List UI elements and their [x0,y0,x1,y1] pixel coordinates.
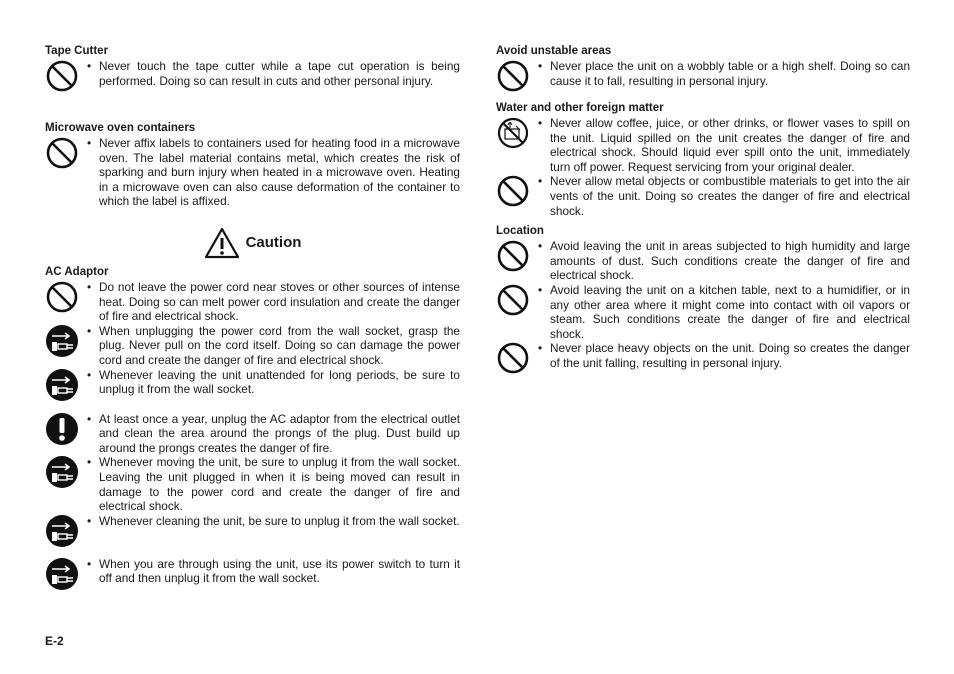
prohibition-icon [496,59,530,93]
warning-text: • Never allow coffee, juice, or other drinks, or flower vases to spill on the unit. Liquid spilled on the unit creates the danger of fire and electrical shock. Should liquid ever spill onto the unit, immediately turn off power. Request servicing from your original dealer. [550,116,910,174]
warning-item [496,341,910,370]
section-heading-water: Water and other foreign matter [496,102,664,114]
warning-item [45,514,460,557]
warning-text: • Do not leave the power cord near stoves or other sources of intense heat. Doing so can melt power cord insulation and create the danger of fire and electrical shock. [99,280,460,324]
warning-text: • When you are through using the unit, use its power switch to turn it off and then unplug it from the wall socket. [99,557,460,586]
warning-item [496,283,910,341]
prohibition-icon [45,280,79,314]
warning-item [45,59,460,101]
warning-item [496,174,910,218]
prohibition-icon [496,174,530,208]
unplug-icon [45,514,79,548]
left-column [45,44,460,586]
unplug-icon [45,557,79,591]
no-liquid-spill-icon [496,116,530,150]
warning-item [45,455,460,513]
warning-item [45,368,460,412]
warning-item [45,324,460,368]
unplug-icon [45,368,79,402]
warning-text: • When unplugging the power cord from the wall socket, grasp the plug. Never pull on the cord itself. Doing so can damage the power cord and create the danger of fire and electrical shock. [99,324,460,368]
warning-item [45,557,460,586]
right-column [496,44,910,371]
warning-item [45,280,460,324]
warning-text: • Whenever cleaning the unit, be sure to unplug it from the wall socket. [99,514,460,529]
unplug-icon [45,324,79,358]
warning-item [496,116,910,174]
caution-triangle-icon [204,227,240,259]
warning-item [45,136,460,209]
warning-text: • Never place heavy objects on the unit. Doing so creates the danger of the unit falling, resulting in personal injury. [550,341,910,370]
unplug-icon [45,455,79,489]
warning-text: • Never allow metal objects or combustible materials to get into the air vents of the unit. Doing so creates the danger of fire and electrical shock. [550,174,910,218]
section-heading-tape-cutter: Tape Cutter [45,45,109,57]
caution-title: Caution [245,234,302,252]
warning-text: • Whenever leaving the unit unattended for long periods, be sure to unplug it from the wall socket. [99,368,460,397]
prohibition-icon [496,283,530,317]
warning-text: • Never touch the tape cutter while a tape cut operation is being performed. Doing so can result in cuts and other personal injury. [99,59,460,88]
warning-item [496,239,910,283]
prohibition-icon [496,239,530,273]
warning-item [496,59,910,95]
prohibition-icon [45,136,79,170]
warning-text: • Whenever moving the unit, be sure to unplug it from the wall socket. Leaving the unit plugged in when it is being moved can result in damage to the power cord and create the danger of fire and electrical shock. [99,455,460,513]
warning-text: • Avoid leaving the unit in areas subjected to high humidity and large amounts of dust. Such conditions create the danger of fire and electrical shock. [550,239,910,283]
warning-item [45,412,460,456]
caution-header [45,226,460,260]
warning-text: • Avoid leaving the unit on a kitchen table, next to a humidifier, or in any other area where it might come into contact with oil vapors or steam. Such conditions create the danger of fire and electrical shock. [550,283,910,341]
section-heading-location: Location [496,225,544,238]
section-heading-microwave: Microwave oven containers [45,122,196,134]
warning-text: • At least once a year, unplug the AC adaptor from the electrical outlet and clean the area around the prongs of the plug. Dust build up around the prongs creates the danger of fire. [99,412,460,456]
page-number: E-2 [45,634,64,648]
warning-text: • Never affix labels to containers used for heating food in a microwave oven. The label material contains metal, which creates the risk of sparking and burn injury when heated in a microwave oven. Heating in a microwave oven can also cause deformation of the container to which the label is affixed. [99,136,460,209]
prohibition-icon [45,59,79,93]
mandatory-exclamation-icon [45,412,79,446]
warning-text: • Never place the unit on a wobbly table or a high shelf. Doing so can cause it to fall, resulting in personal injury. [550,59,910,88]
section-heading-ac-adaptor: AC Adaptor [45,265,109,278]
prohibition-icon [496,341,530,375]
section-heading-unstable: Avoid unstable areas [496,45,612,57]
